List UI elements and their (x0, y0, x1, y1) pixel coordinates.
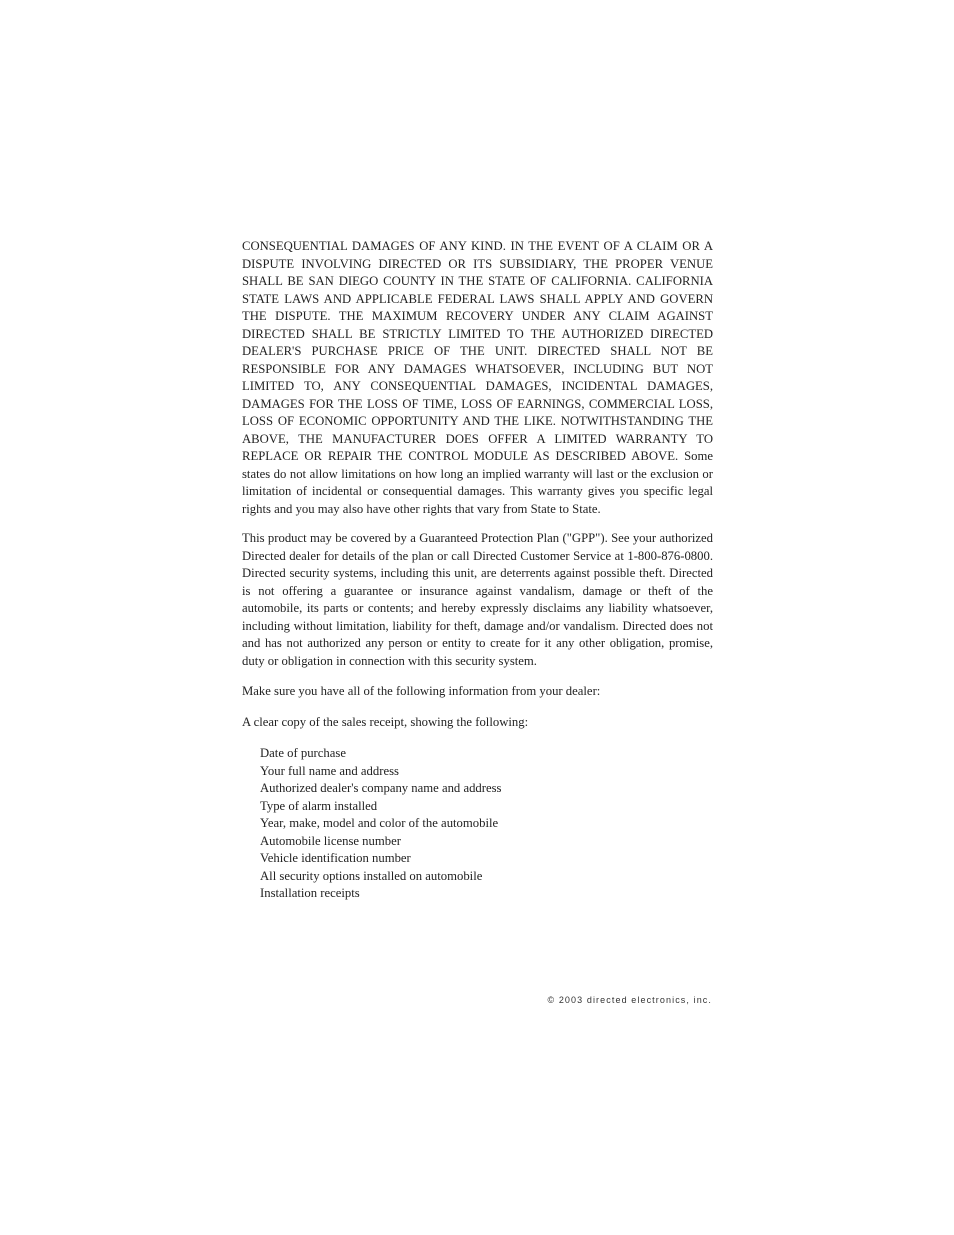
paragraph-dealer-information: Make sure you have all of the following information from your dealer: (242, 684, 601, 698)
list-item: Your full name and address (260, 763, 399, 778)
list-item: Year, make, model and color of the automobile (260, 816, 499, 830)
list-item: All security options installed on automobile (260, 868, 483, 883)
paragraph-guaranteed-protection-plan: This product may be covered by a Guaranteed Protection Plan ("GPP"). See your authorized Directed dealer for details of the plan or call Directed Customer Service at 1-800-876-0800. Directed security systems, including this unit, are deterrents against possible theft. Directed is not offering a guarantee or insurance against vandalism, damage or theft of the automobile, its parts or contents; and hereby expressly disclaims any liability whatsoever, including without limitation, liability for theft, damage and/or vandalism. Directed does not and has not authorized any person or entity to create for it any other obligation, promise, duty or obligation in connection with this security system. (242, 531, 713, 668)
document-body (242, 238, 713, 903)
receipt-checklist (242, 745, 713, 903)
list-item: Automobile license number (260, 833, 401, 848)
list-item: Installation receipts (260, 886, 360, 900)
list-item: Date of purchase (260, 746, 346, 760)
list-item: Authorized dealer's company name and address (260, 781, 502, 795)
paragraph-sales-receipt: A clear copy of the sales receipt, showing the following: (242, 714, 529, 729)
copyright-footer: © 2003 directed electronics, inc. (547, 995, 712, 1005)
list-item: Vehicle identification number (260, 851, 411, 865)
list-item: Type of alarm installed (260, 798, 378, 813)
paragraph-warranty-limitations: CONSEQUENTIAL DAMAGES OF ANY KIND. IN THE EVENT OF A CLAIM OR A DISPUTE INVOLVING DIRECTED OR ITS SUBSIDIARY, THE PROPER VENUE SHALL BE SAN DIEGO COUNTY IN THE STATE OF CALIFORNIA. CALIFORNIA STATE LAWS AND APPLICABLE FEDERAL LAWS SHALL APPLY AND GOVERN THE DISPUTE. THE MAXIMUM RECOVERY UNDER ANY CLAIM AGAINST DIRECTED SHALL BE STRICTLY LIMITED TO THE AUTHORIZED DIRECTED DEALER'S PURCHASE PRICE OF THE UNIT. DIRECTED SHALL NOT BE RESPONSIBLE FOR ANY DAMAGES WHATSOEVER, INCLUDING BUT NOT LIMITED TO, ANY CONSEQUENTIAL DAMAGES, INCIDENTAL DAMAGES, DAMAGES FOR THE LOSS OF TIME, LOSS OF EARNINGS, COMMERCIAL LOSS, LOSS OF ECONOMIC OPPORTUNITY AND THE LIKE. NOTWITHSTANDING THE ABOVE, THE MANUFACTURER DOES OFFER A LIMITED WARRANTY TO REPLACE OR REPAIR THE CONTROL MODULE AS DESCRIBED ABOVE. Some states do not allow limitations on how long an implied warranty will last or the exclusion or limitation of incidental or consequential damages. This warranty gives you specific legal rights and you may also have other rights that vary from State to State. (242, 239, 713, 516)
